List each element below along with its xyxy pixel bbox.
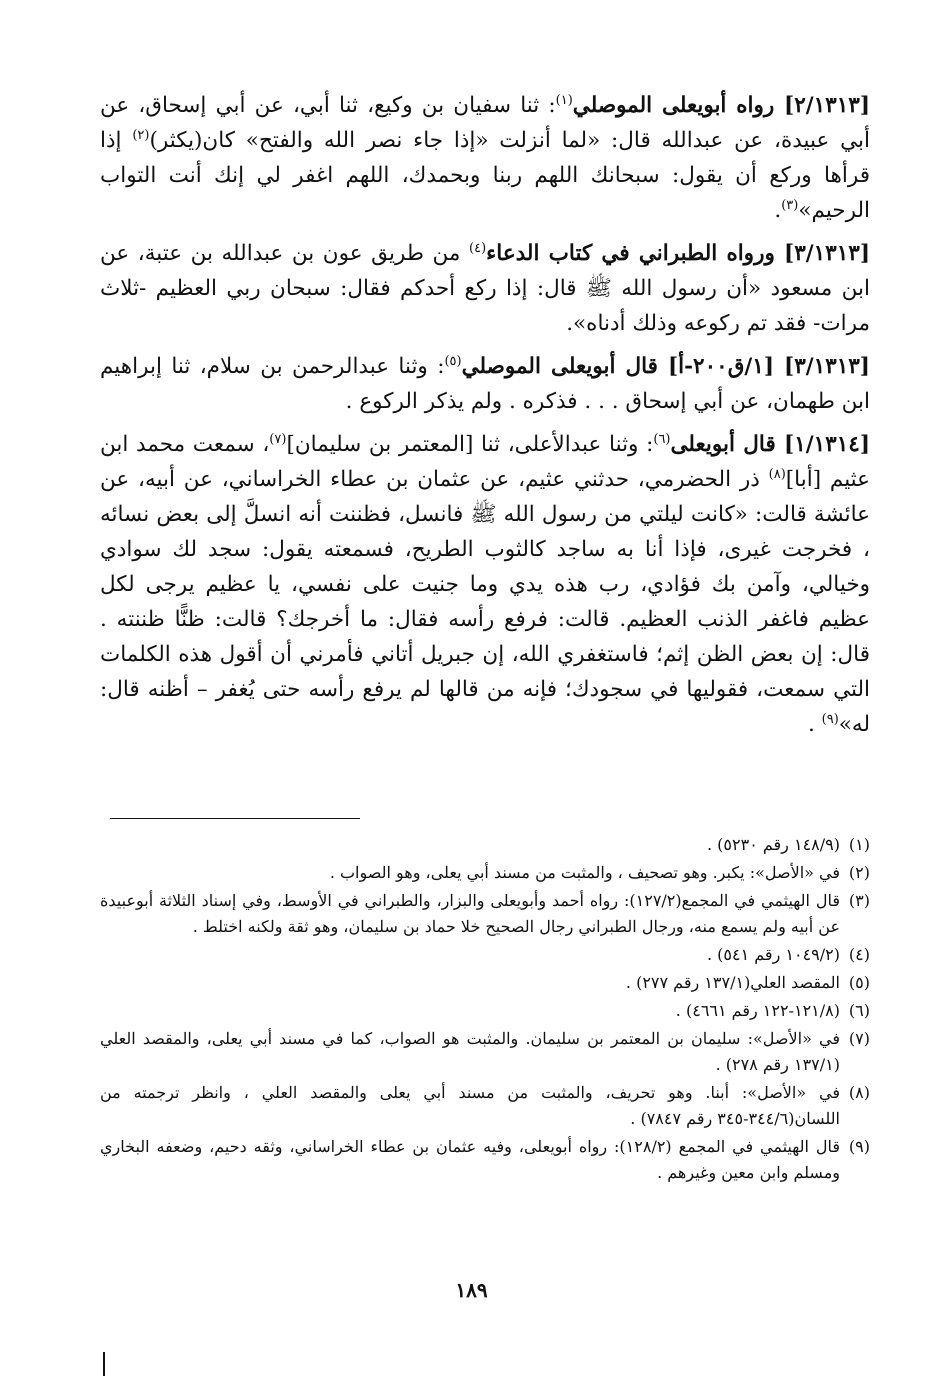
footnote-ref: (٢)	[132, 127, 150, 143]
footnote	[100, 970, 870, 996]
hadith-heading: [٣/١٣١٣] ورواه الطبراني في كتاب الدعاء	[486, 241, 871, 266]
footnote-text: قال الهيثمي في المجمع(١٢٧/٢): رواه أحمد وأبويعلى والبزار، والطبراني في الأوسط، وفي إسناد الثلاثة أبوعبيدة عن أبيه ولم يسمع منه، ورجال الطبراني رجال الصحيح خلا حماد بن سليمان، وهو ثقة ولكنه اختلط .	[100, 891, 840, 936]
footnote-number: (٣)	[848, 891, 870, 910]
footnote	[100, 1080, 870, 1132]
hadith-text: : وثنا عبدالرحمن بن سلام، ثنا إبراهيم ابن طهمان، عن أبي إسحاق . . . فذكره . ولم يذكر الركوع .	[100, 354, 870, 414]
footnote-ref: (٧)	[269, 431, 287, 447]
footnote	[100, 832, 870, 858]
footnote-ref: (٤)	[469, 240, 487, 256]
footnote-ref: (٥)	[444, 353, 462, 369]
footnote-ref: (٨)	[768, 466, 786, 482]
footnote-number: (٨)	[848, 1083, 870, 1102]
hadith-heading: [١/١٣١٤] قال أبويعلى	[670, 432, 870, 457]
main-text	[100, 88, 870, 750]
footnote-ref: (٦)	[653, 431, 671, 447]
footnote	[100, 942, 870, 968]
hadith-paragraph	[100, 88, 870, 228]
hadith-text: .	[807, 712, 822, 737]
footnote-ref: (١)	[555, 92, 573, 108]
footnote-text: (١٠٤٩/٢ رقم ٥٤١) .	[706, 945, 840, 964]
footnote-divider	[110, 818, 360, 819]
footnote-ref: (٩)	[821, 711, 839, 727]
footnote	[100, 998, 870, 1024]
footnote-text: (١٢١/٨-١٢٢ رقم ٤٦٦١) .	[675, 1001, 840, 1020]
hadith-text: : وثنا عبدالأعلى، ثنا [المعتمر بن سليمان]	[286, 432, 654, 457]
margin-mark	[103, 1352, 105, 1376]
footnotes	[100, 832, 870, 1188]
footnote-text: قال الهيثمي في المجمع (١٢٨/٢): رواه أبويعلى، وفيه عثمان بن عطاء الخراساني، وثقه دحيم، وضعفه البخاري ومسلم وابن معين وغيرهم .	[100, 1137, 840, 1182]
hadith-text: : ثنا سفيان بن وكيع، ثنا أبي، عن أبي إسحاق، عن أبي عبيدة، عن عبدالله قال: «لما أنزلت «إذا جاء نصر الله والفتح» كان(يكثر)	[100, 93, 871, 153]
footnote-number: (٧)	[848, 1029, 870, 1048]
footnote-number: (٤)	[848, 945, 870, 964]
footnote-text: في «الأصل»: يكبر. وهو تصحيف ، والمثبت من مسند أبي يعلى، وهو الصواب .	[329, 863, 840, 882]
footnote-text: المقصد العلي(١٣٧/١ رقم ٢٧٧) .	[625, 973, 840, 992]
footnote	[100, 888, 870, 940]
footnote	[100, 1134, 870, 1186]
hadith-text: من طريق عون بن عبدالله بن عتبة، عن ابن مسعود «أن رسول الله ﷺ قال: إذا ركع أحدكم فقال: سبحان ربي العظيم -ثلاث مرات- فقد تم ركوعه وذلك أدناه».	[100, 241, 870, 336]
footnote-number: (١)	[848, 835, 870, 854]
footnote-text: (١٤٨/٩ رقم ٥٢٣٠) .	[706, 835, 840, 854]
page-number: ١٨٩	[455, 1278, 488, 1302]
hadith-heading: [٣/١٣١٣] [١/ق٢٠٠-أ] قال أبويعلى الموصلي	[461, 354, 870, 379]
footnote	[100, 860, 870, 886]
footnote-number: (٩)	[848, 1137, 870, 1156]
hadith-text: .	[774, 198, 782, 223]
hadith-paragraph	[100, 349, 870, 419]
footnote-text: في «الأصل»: سليمان بن المعتمر بن سليمان. والمثبت هو الصواب، كما في مسند أبي يعلى، والمقصد العلي (١٣٧/١ رقم ٢٧٨) .	[100, 1029, 840, 1074]
footnote-number: (٥)	[848, 973, 870, 992]
hadith-text: ، سمعت محمد ابن عثيم [أبا]	[100, 432, 871, 492]
hadith-heading: [٢/١٣١٣] رواه أبويعلى الموصلي	[572, 93, 871, 118]
hadith-paragraph	[100, 236, 870, 341]
footnote-number: (٦)	[848, 1001, 870, 1020]
footnote-number: (٢)	[848, 863, 870, 882]
hadith-text: ذر الحضرمي، حدثني عثيم، عن عثمان بن عطاء الخراساني، عن أبيه، عن عائشة قالت: «كانت ليلتي من رسول الله ﷺ فانسل، فظننت أنه انسلَّ إلى بعض نسائه ، فخرجت غيرى، فإذا أنا به ساجد كالثوب الطريح، فسمعته يقول: سجد لك سوادي وخيالي، وآمن بك فؤادي، رب هذه يدي وما جنيت على نفسي، يا عظيم يرجى لكل عظيم فاغفر الذنب العظيم. قالت: فرفع رأسه فقال: ما أخرجك؟ قالت: ظنًّا ظننته . قال: إن بعض الظن إثم؛ فاستغفري الله، إن جبريل أتاني فأمرني أن أقول هذه الكلمات التي سمعت، فقوليها في سجودك؛ فإنه من قالها لم يرفع رأسه حتى يُغفر – أظنه قال: له»	[100, 467, 870, 737]
hadith-paragraph	[100, 427, 870, 742]
footnote-ref: (٣)	[781, 197, 799, 213]
footnote	[100, 1026, 870, 1078]
hadith-text: إذا قرأها وركع أن يقول: سبحانك اللهم ربنا وبحمدك، اللهم اغفر لي إنك أنت التواب الرحيم»	[100, 128, 870, 223]
footnote-text: في «الأصل»: أبنا. وهو تحريف، والمثبت من مسند أبي يعلى والمقصد العلي ، وانظر ترجمته من اللسان(٣٤٤/٦-٣٤٥ رقم ٧٨٤٧) .	[100, 1083, 840, 1128]
